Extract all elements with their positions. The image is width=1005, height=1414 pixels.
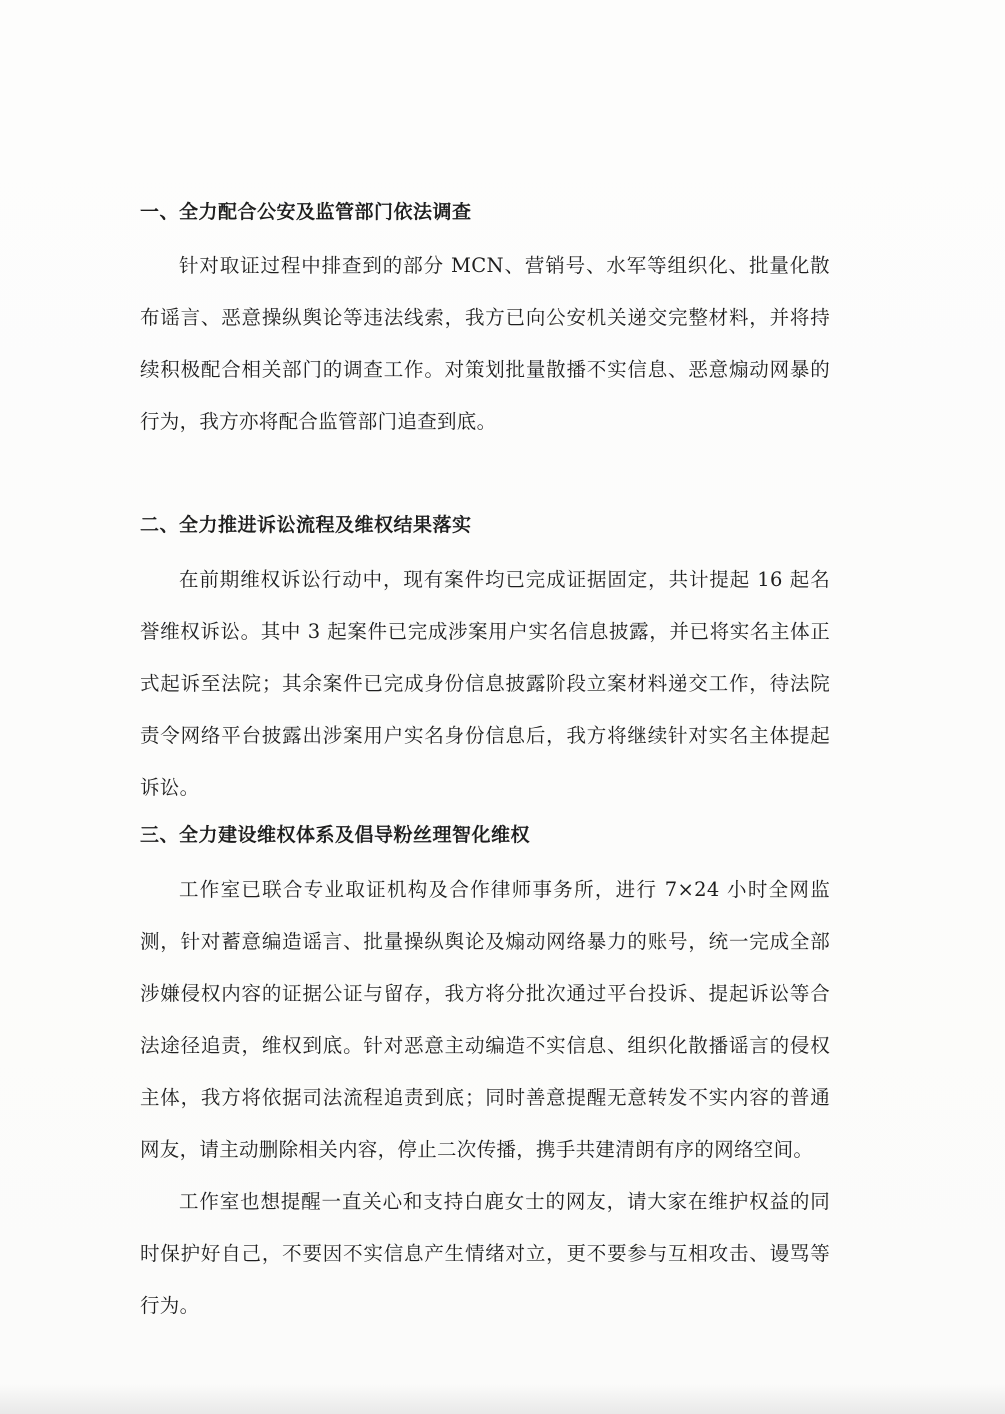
page-bottom-edge [0,1384,1005,1414]
section-3-paragraph-1: 工作室已联合专业取证机构及合作律师事务所，进行 7×24 小时全网监测，针对蓄意编造谣言、批量操纵舆论及煽动网络暴力的账号，统一完成全部涉嫌侵权内容的证据公证与留存，我方将分批次通过平台投诉、提起诉讼等合法途径追责，维权到底。针对恶意主动编造不实信息、组织化散播谣言的侵权主体，我方将依据司法流程追责到底；同时善意提醒无意转发不实内容的普通网友，请主动删除相关内容，停止二次传播，携手共建清朗有序的网络空间。 [140,878,830,1161]
section-3-heading: 三、全力建设维权体系及倡导粉丝理智化维权 [140,824,531,846]
section-1-paragraph: 针对取证过程中排查到的部分 MCN、营销号、水军等组织化、批量化散布谣言、恶意操纵舆论等违法线索，我方已向公安机关递交完整材料，并将持续积极配合相关部门的调查工作。对策划批量散播不实信息、恶意煽动网暴的行为，我方亦将配合监管部门追查到底。 [140,254,830,433]
section-2-paragraph: 在前期维权诉讼行动中，现有案件均已完成证据固定，共计提起 16 起名誉维权诉讼。其中 3 起案件已完成涉案用户实名信息披露，并已将实名主体正式起诉至法院；其余案件已完成身份信息披露阶段立案材料递交工作，待法院责令网络平台披露出涉案用户实名身份信息后，我方将继续针对实名主体提起诉讼。 [140,568,830,799]
section-1-heading: 一、全力配合公安及监管部门依法调查 [140,201,472,223]
section-2-heading: 二、全力推进诉讼流程及维权结果落实 [140,514,472,536]
section-3-paragraph-2: 工作室也想提醒一直关心和支持白鹿女士的网友，请大家在维护权益的同时保护好自己，不要因不实信息产生情绪对立，更不要参与互相攻击、谩骂等行为。 [140,1190,830,1317]
